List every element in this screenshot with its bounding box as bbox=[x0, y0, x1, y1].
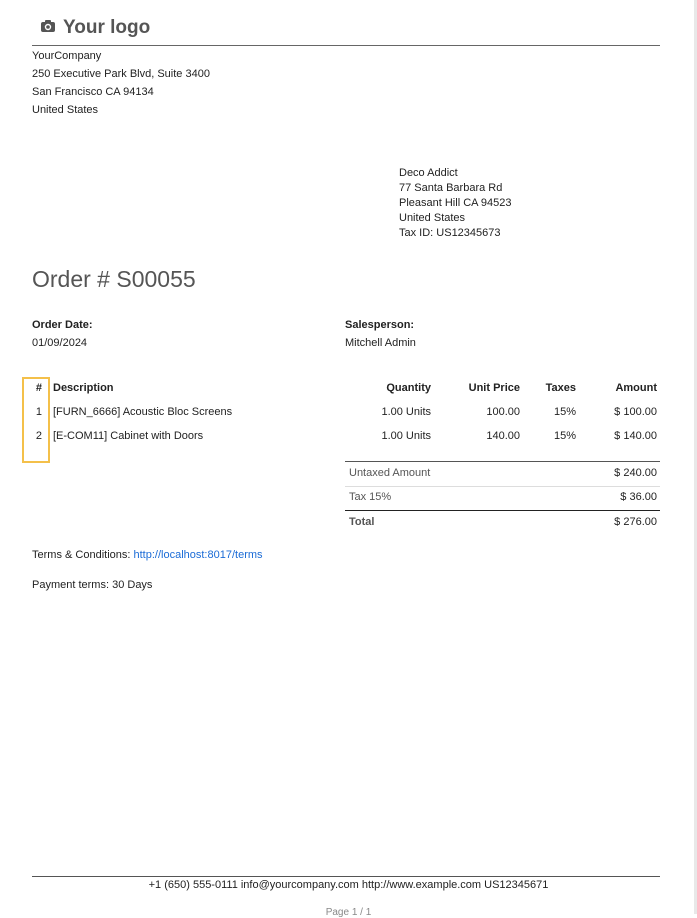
company-logo bbox=[40, 16, 150, 40]
salesperson-label: Salesperson: bbox=[345, 319, 415, 331]
payment-terms: Payment terms: 30 Days bbox=[32, 579, 153, 591]
customer-city: Pleasant Hill CA 94523 bbox=[399, 197, 512, 209]
order-date-label: Order Date: bbox=[32, 319, 93, 331]
footer-divider bbox=[32, 876, 660, 877]
logo-text: Your logo bbox=[63, 17, 151, 38]
row-taxes: 15% bbox=[553, 430, 576, 442]
row-unit-price: 140.00 bbox=[486, 430, 520, 442]
company-street: 250 Executive Park Blvd, Suite 3400 bbox=[32, 68, 210, 80]
totals-divider bbox=[345, 486, 660, 487]
customer-address bbox=[399, 166, 512, 241]
untaxed-amount-label: Untaxed Amount bbox=[349, 467, 431, 479]
customer-tax-id: Tax ID: US12345673 bbox=[399, 227, 501, 239]
col-taxes-header: Taxes bbox=[545, 382, 576, 394]
row-amount: $ 140.00 bbox=[614, 430, 657, 442]
terms-label: Terms & Conditions: bbox=[32, 549, 131, 561]
page-title: Order # S00055 bbox=[32, 266, 196, 292]
col-index-header: # bbox=[35, 382, 42, 394]
company-city: San Francisco CA 94134 bbox=[32, 86, 154, 98]
col-quantity-header: Quantity bbox=[386, 382, 431, 394]
customer-name: Deco Addict bbox=[399, 167, 458, 179]
customer-country: United States bbox=[399, 212, 466, 224]
index-column-highlight bbox=[22, 377, 50, 463]
salesperson-value: Mitchell Admin bbox=[345, 337, 416, 349]
col-amount-header: Amount bbox=[615, 382, 657, 394]
company-address bbox=[32, 47, 210, 119]
row-description: [FURN_6666] Acoustic Bloc Screens bbox=[53, 406, 233, 418]
tax-value: $ 36.00 bbox=[620, 491, 657, 503]
footer-contact: +1 (650) 555-0111 info@yourcompany.com http://www.example.com US12345671 bbox=[148, 879, 549, 891]
total-value: $ 276.00 bbox=[614, 516, 657, 528]
row-index: 2 bbox=[35, 430, 42, 442]
row-description: [E-COM11] Cabinet with Doors bbox=[53, 430, 204, 442]
col-description-header: Description bbox=[53, 382, 114, 394]
customer-street: 77 Santa Barbara Rd bbox=[399, 182, 503, 194]
tax-label: Tax 15% bbox=[349, 491, 392, 503]
header-divider bbox=[32, 45, 660, 46]
row-index: 1 bbox=[35, 406, 42, 418]
terms-and-conditions bbox=[32, 549, 263, 561]
terms-link[interactable]: http://localhost:8017/terms bbox=[133, 549, 263, 561]
untaxed-amount-value: $ 240.00 bbox=[614, 467, 657, 479]
row-amount: $ 100.00 bbox=[614, 406, 657, 418]
row-quantity: 1.00 Units bbox=[381, 430, 431, 442]
company-name: YourCompany bbox=[32, 50, 102, 62]
col-unit-price-header: Unit Price bbox=[468, 382, 520, 394]
row-unit-price: 100.00 bbox=[486, 406, 520, 418]
order-date-value: 01/09/2024 bbox=[32, 337, 88, 349]
totals-divider-total bbox=[345, 510, 660, 511]
row-quantity: 1.00 Units bbox=[381, 406, 431, 418]
totals-divider-top bbox=[345, 461, 660, 462]
page-number: Page 1 / 1 bbox=[325, 907, 372, 918]
row-taxes: 15% bbox=[553, 406, 576, 418]
camera-icon bbox=[40, 19, 56, 38]
company-country: United States bbox=[32, 104, 99, 116]
total-label: Total bbox=[349, 516, 375, 528]
